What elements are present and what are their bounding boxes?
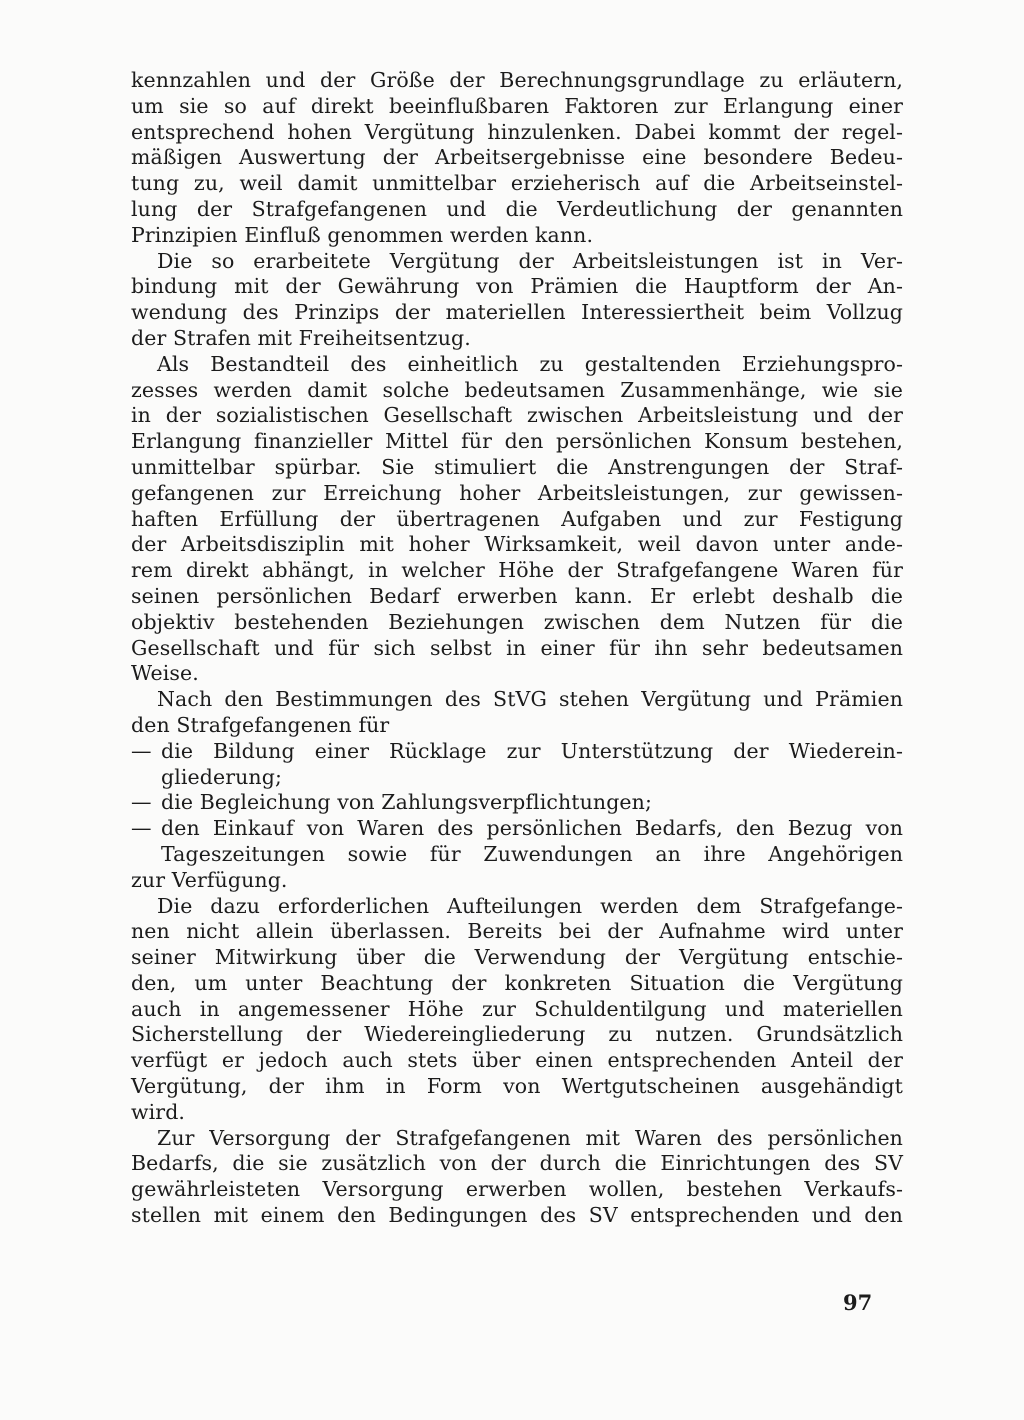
- text-line: — den Einkauf von Waren des persönlichen Bedarfs, den Bezug von: [131, 816, 903, 842]
- text-line: Die so erarbeitete Vergütung der Arbeitsleistungen ist in Ver-: [157, 248, 903, 273]
- text-line: Bedarfs, die sie zusätzlich von der durch die Einrichtungen des SV: [131, 1151, 903, 1176]
- text-line: in der sozialistischen Gesellschaft zwischen Arbeitsleistung und der: [131, 403, 903, 428]
- text-line: zesses werden damit solche bedeutsamen Zusammenhänge, wie sie: [131, 377, 903, 402]
- text-line: objektiv bestehenden Beziehungen zwischen dem Nutzen für die: [131, 609, 903, 634]
- page-number: 97: [843, 1290, 873, 1315]
- text-line: gefangenen zur Erreichung hoher Arbeitsleistungen, zur gewissen-: [131, 480, 903, 505]
- text-line: Vergütung, der ihm in Form von Wertgutscheinen ausgehändigt: [131, 1074, 903, 1099]
- text-line: Tageszeitungen sowie für Zuwendungen an ihre Angehörigen: [161, 841, 903, 866]
- text-line: auch in angemessener Höhe zur Schuldentilgung und materiellen: [131, 996, 903, 1021]
- text-line: — die Bildung einer Rücklage zur Unterstützung der Wiederein-: [131, 739, 903, 765]
- text-line: Weise.: [131, 661, 199, 686]
- text-line: wird.: [131, 1099, 186, 1124]
- text-line: gliederung;: [161, 764, 282, 789]
- text-line: gewährleisteten Versorgung erwerben wollen, bestehen Verkaufs-: [131, 1177, 903, 1202]
- text-line: stellen mit einem den Bedingungen des SV entsprechenden und den: [131, 1203, 903, 1228]
- text-line: zur Verfügung.: [131, 867, 288, 892]
- text-line: Als Bestandteil des einheitlich zu gestaltenden Erziehungspro-: [157, 351, 903, 376]
- text-line: Gesellschaft und für sich selbst in einer für ihn sehr bedeutsamen: [131, 635, 903, 660]
- text-line: wendung des Prinzips der materiellen Interessiertheit beim Vollzug: [131, 300, 903, 325]
- text-line: Die dazu erforderlichen Aufteilungen werden dem Strafgefange-: [157, 893, 903, 918]
- text-line: Erlangung finanzieller Mittel für den persönlichen Konsum bestehen,: [131, 429, 903, 454]
- text-line: nen nicht allein überlassen. Bereits bei der Aufnahme wird unter: [131, 919, 903, 944]
- page-body: [131, 68, 903, 1229]
- text-line: um sie so auf direkt beeinflußbaren Faktoren zur Erlangung einer: [131, 93, 903, 118]
- text-line: haften Erfüllung der übertragenen Aufgaben und zur Festigung: [131, 506, 903, 531]
- text-line: den Strafgefangenen für: [131, 712, 390, 737]
- text-line: seinen persönlichen Bedarf erwerben kann. Er erlebt deshalb die: [131, 583, 903, 608]
- text-line: Zur Versorgung der Strafgefangenen mit Waren des persönlichen: [157, 1125, 903, 1150]
- text-line: Nach den Bestimmungen des StVG stehen Vergütung und Prämien: [157, 687, 903, 712]
- text-line: kennzahlen und der Größe der Berechnungsgrundlage zu erläutern,: [131, 68, 903, 92]
- text-line: verfügt er jedoch auch stets über einen entsprechenden Anteil der: [131, 1048, 903, 1073]
- text-line: rem direkt abhängt, in welcher Höhe der Strafgefangene Waren für: [131, 558, 903, 583]
- text-line: tung zu, weil damit unmittelbar erzieherisch auf die Arbeitseinstel-: [131, 171, 903, 196]
- text-line: seiner Mitwirkung über die Verwendung der Vergütung entschie-: [131, 945, 903, 970]
- text-line: Prinzipien Einfluß genommen werden kann.: [131, 222, 594, 247]
- text-line: der Arbeitsdisziplin mit hoher Wirksamkeit, weil davon unter ande-: [131, 532, 903, 557]
- text-line: den, um unter Beachtung der konkreten Situation die Vergütung: [131, 970, 903, 995]
- text-line: Sicherstellung der Wiedereingliederung zu nutzen. Grundsätzlich: [131, 1022, 903, 1047]
- text-line: — die Begleichung von Zahlungsverpflichtungen;: [131, 790, 903, 816]
- text-line: entsprechend hohen Vergütung hinzulenken. Dabei kommt der regel-: [131, 119, 903, 144]
- text-line: lung der Strafgefangenen und die Verdeutlichung der genannten: [131, 196, 903, 221]
- text-line: bindung mit der Gewährung von Prämien die Hauptform der An-: [131, 274, 903, 299]
- text-line: der Strafen mit Freiheitsentzug.: [131, 325, 471, 350]
- text-line: mäßigen Auswertung der Arbeitsergebnisse eine besondere Bedeu-: [131, 145, 903, 170]
- text-line: unmittelbar spürbar. Sie stimuliert die Anstrengungen der Straf-: [131, 454, 903, 479]
